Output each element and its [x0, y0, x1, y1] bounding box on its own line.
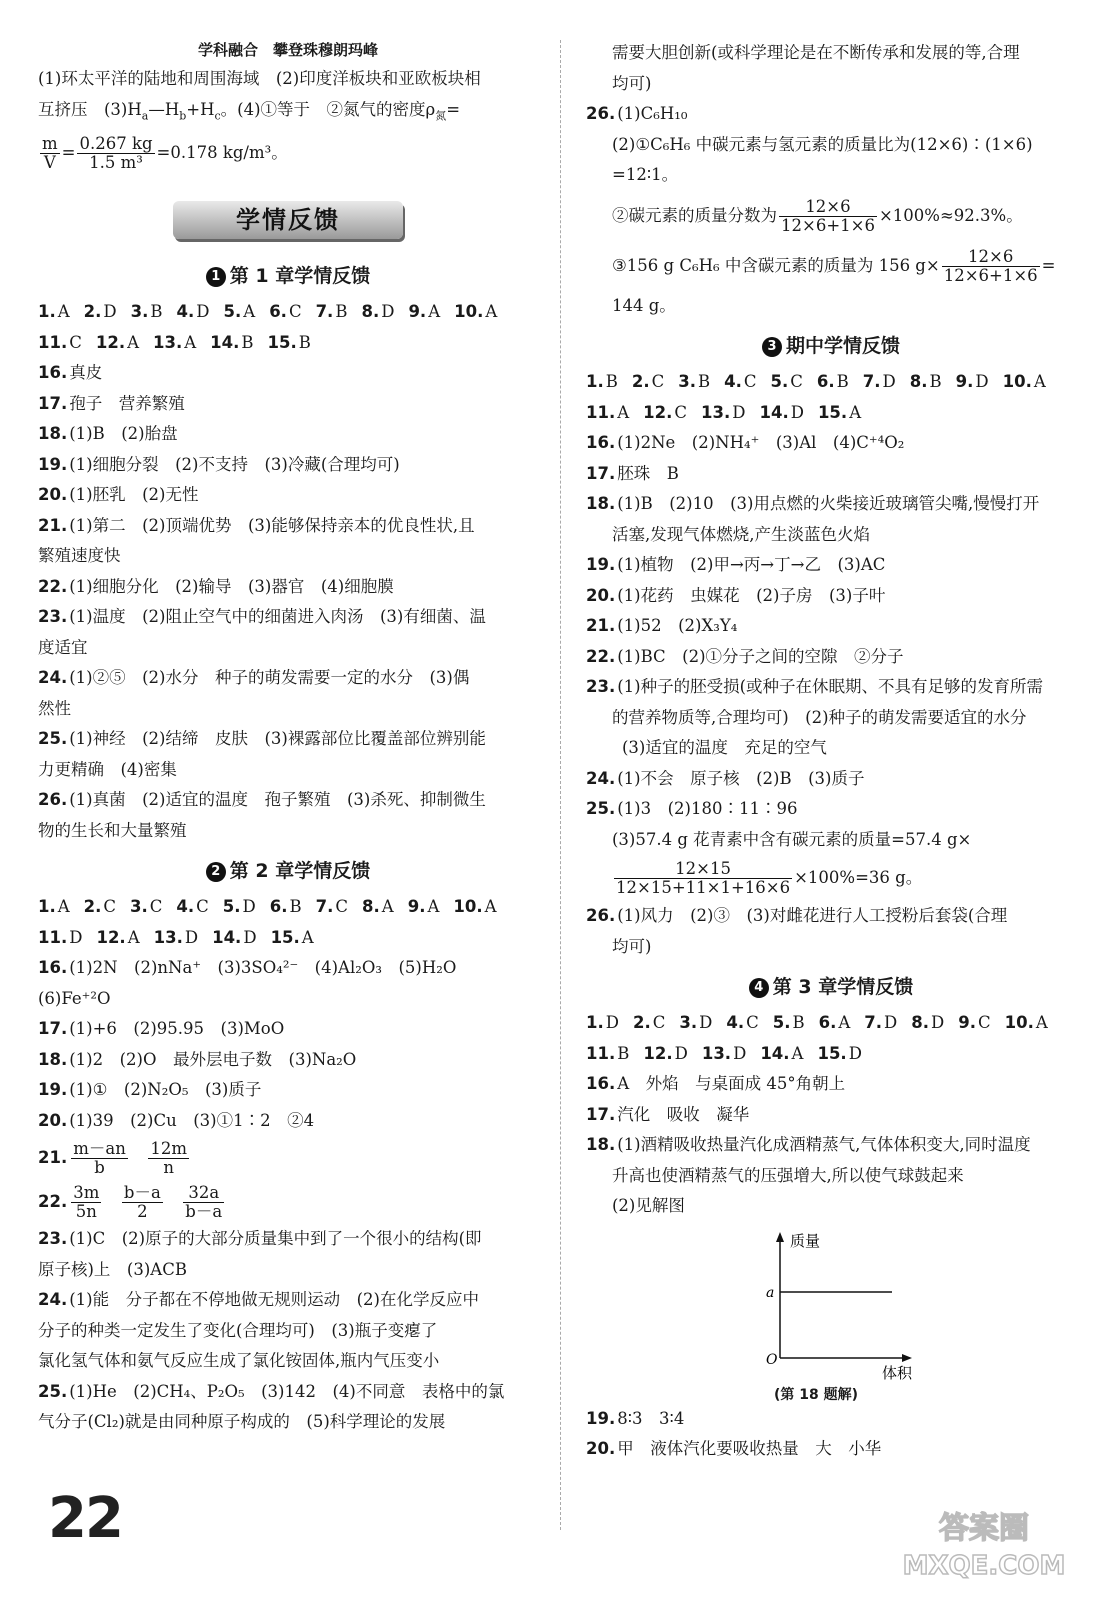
- answer-17: 17. 汽化 吸收 凝华: [586, 1104, 750, 1124]
- answer-25: 25. (1)神经 (2)结缔 皮肤 (3)裸露部位比覆盖部位辨别能: [38, 729, 486, 749]
- watermark-svg: [884, 1502, 1084, 1582]
- fraction: $\frac{12\times 6}{12\times 6+1\times 6}$: [943, 246, 1038, 285]
- fraction: $\frac{32a}{b-a}$: [185, 1183, 223, 1222]
- midterm-title: 3 期中学情反馈: [586, 333, 1076, 359]
- answer-25: 25. (1)He (2)CH₄、P₂O₅ (3)142 (4)不同意 表格中的氯: [38, 1381, 505, 1401]
- answer-23-cont: 度适宜: [38, 637, 88, 657]
- fraction: $\frac{0.267 kg}{\text{1.5 m³}}$: [79, 134, 153, 173]
- answer-26: 26. (1)真菌 (2)适宜的温度 孢子繁殖 (3)杀死、抑制微生: [38, 790, 486, 810]
- y-axis-arrow: [776, 1232, 784, 1242]
- choice-row: 11. A 12. C 13. D 14. D 15. A: [586, 402, 862, 422]
- x-axis-label: 体积: [882, 1363, 913, 1380]
- answer-23-cont: (3)适宜的温度 充足的空气: [622, 738, 827, 757]
- text-line: $\frac{m}{V}$ = $\frac{0.267 kg}{\text{1.5 m³}}$ =0.178 kg/m³。: [42, 134, 288, 173]
- section-header: 学科融合 攀登珠穆朗玛峰: [197, 41, 378, 59]
- answer-17: 17. 胚珠 B: [586, 463, 679, 483]
- svg-text:答案圈: 答案圈: [939, 1511, 1029, 1546]
- answer-25: 25. (1)3 (2)180∶11∶96: [586, 799, 798, 818]
- answer-17: 17. 孢子 营养繁殖: [38, 393, 185, 413]
- answer-23-cont: 的营养物质等,合理均可) (2)种子的萌发需要适宜的水分: [612, 707, 1027, 727]
- answer-25-cont: 力更精确 (4)密集: [38, 759, 177, 779]
- text-line: ②碳元素的质量分数为 $\frac{12\times 6}{12\times 6+1\times 6}$ ×100%≈92.3%。: [612, 196, 1023, 235]
- fraction: $\frac{12m}{n}$: [150, 1139, 188, 1178]
- chapter-2-title: 2 第 2 章学情反馈: [38, 858, 538, 884]
- answer-24-cont: 然性: [38, 698, 71, 718]
- answer-22: 22. $\frac{3m}{5n}$ $\frac{b-a}{2}$ $\frac{32a}{b-a}$: [38, 1183, 223, 1222]
- mass-volume-graph: [756, 1230, 936, 1403]
- y-axis-label: 质量: [790, 1231, 821, 1250]
- x-axis-arrow: [902, 1354, 912, 1362]
- text-line: 144 g。: [612, 295, 676, 315]
- answer-20: 20. (1)花药 虫媒花 (2)子房 (3)子叶: [586, 585, 886, 605]
- fraction: $\frac{12\times 6}{12\times 6+1\times 6}$: [781, 196, 875, 235]
- answer-26: 26. (1)C₆H₁₀: [586, 104, 688, 123]
- answer-22: 22. (1)BC (2)①分子之间的空隙 ②分子: [586, 646, 904, 666]
- answer-23: 23. (1)C (2)原子的大部分质量集中到了一个很小的结构(即: [38, 1229, 482, 1249]
- answer-18: 18. (1)B (2)10 (3)用点燃的火柴接近玻璃管尖嘴,慢慢打开: [586, 494, 1040, 513]
- text-line: (1)环太平洋的陆地和周围海域 (2)印度洋板块和亚欧板块相: [38, 69, 481, 88]
- answer-23: 23. (1)种子的胚受损(或种子在休眠期、不具有足够的发育所需: [586, 677, 1044, 696]
- answer-24: 24. (1)②⑤ (2)水分 种子的萌发需要一定的水分 (3)偶: [38, 668, 470, 688]
- answer-19: 19. (1)细胞分裂 (2)不支持 (3)冷藏(合理均可): [38, 454, 400, 474]
- answer-25-cont: 气分子(Cl₂)就是由同种原子构成的 (5)科学理论的发展: [38, 1412, 446, 1432]
- answer-18: 18. (1)2 (2)O 最外层电子数 (3)Na₂O: [38, 1049, 357, 1069]
- graph-caption: (第 18 题解): [773, 1386, 859, 1403]
- answer-16: 16. A 外焰 与桌面成 45°角朝上: [586, 1074, 846, 1093]
- chapter-1-title: 1 第 1 章学情反馈: [38, 263, 538, 289]
- answer-22: 22. (1)细胞分化 (2)输导 (3)器官 (4)细胞膜: [38, 576, 394, 596]
- answer-18-cont: (2)见解图: [612, 1196, 685, 1215]
- answer-21: 21. (1)52 (2)X₃Y₄: [586, 616, 738, 635]
- fraction: $\frac{b-a}{2}$: [123, 1183, 161, 1222]
- answer-16-cont: (6)Fe⁺²O: [38, 988, 111, 1008]
- answer-18-cont: 升高也使酒精蒸气的压强增大,所以使气球鼓起来: [612, 1165, 964, 1185]
- answer-16: 16. (1)2N (2)nNa⁺ (3)3SO₄²⁻ (4)Al₂O₃ (5)H₂O: [38, 958, 457, 978]
- right-column: [586, 38, 1076, 1465]
- choice-row: 11. D 12. A 13. D 14. D 15. A: [38, 927, 314, 947]
- banner: [173, 195, 403, 245]
- text-line: 需要大胆创新(或科学理论是在不断传承和发展的等,合理: [612, 43, 1020, 62]
- answer-26: 26. (1)风力 (2)③ (3)对雌花进行人工授粉后套袋(合理: [586, 906, 1008, 925]
- answer-20: 20. (1)胚乳 (2)无性: [38, 485, 199, 505]
- text-line: ③156 g C₆H₆ 中含碳元素的质量为 156 g× $\frac{12\times 6}{12\times 6+1\times 6}$ =: [612, 246, 1056, 285]
- banner-title: 学情反馈: [236, 206, 340, 235]
- fraction: $\frac{m-an}{b}$: [73, 1139, 126, 1178]
- choice-row: 1. A 2. C 3. C 4. C 5. D 6. B 7. C 8. A 9. A 10. A: [38, 897, 497, 917]
- answer-21: 21. (1)第二 (2)顶端优势 (3)能够保持亲本的优良性状,且: [38, 515, 475, 535]
- answer-18: 18. (1)酒精吸收热量汽化成酒精蒸气,气体体积变大,同时温度: [586, 1135, 1031, 1154]
- column-divider: [560, 40, 561, 1530]
- text-line: 互挤压 $(3)H_a—H_b+H_c$。(4)①等于 ②氮气的密度$\rho_氮=$: [38, 99, 461, 122]
- origin-label: O: [766, 1351, 778, 1368]
- answer-23-cont: 原子核)上 (3)ACB: [38, 1259, 187, 1279]
- answer-24-cont: 氯化氢气体和氨气反应生成了氯化铵固体,瓶内气压变小: [38, 1351, 440, 1371]
- answer-24: 24. (1)不会 原子核 (2)B (3)质子: [586, 768, 865, 788]
- answer-17: 17. (1)+6 (2)95.95 (3)MoO: [38, 1019, 285, 1039]
- choice-row: 1. D 2. C 3. D 4. C 5. B 6. A 7. D 8. D 9. C 10. A: [586, 1013, 1048, 1032]
- answer-19: 19. (1)植物 (2)甲→丙→丁→乙 (3)AC: [586, 555, 886, 574]
- answer-21: 21. $\frac{m-an}{b}$ $\frac{12m}{n}$: [38, 1139, 188, 1178]
- choice-row: 11. C 12. A 13. A 14. B 15. B: [38, 332, 311, 352]
- svg-text:MXQE.COM: MXQE.COM: [902, 1551, 1066, 1581]
- answer-19: 19. 8∶3 3∶4: [586, 1408, 685, 1428]
- text-line: 均可): [612, 73, 652, 93]
- graph-svg: [756, 1230, 936, 1380]
- answer-20: 20. (1)39 (2)Cu (3)①1∶2 ②4: [38, 1110, 315, 1130]
- answer-18: 18. (1)B (2)胎盘: [38, 424, 178, 444]
- answer-26-cont: 物的生长和大量繁殖: [38, 820, 187, 840]
- answer-24: 24. (1)能 分子都在不停地做无规则运动 (2)在化学反应中: [38, 1290, 479, 1310]
- fraction: $\frac{3m}{5n}$: [73, 1183, 100, 1222]
- answer-20: 20. 甲 液体汽化要吸收热量 大 小华: [586, 1439, 882, 1458]
- fraction: $\frac{12\times 15}{12\times 15+11\times 1+16\times 6}$: [616, 859, 791, 897]
- watermark-logo: [884, 1502, 1084, 1582]
- a-label: a: [766, 1284, 775, 1301]
- answer-18-cont: 活塞,发现气体燃烧,产生淡蓝色火焰: [612, 524, 870, 544]
- answer-25-cont: (3)57.4 g 花青素中含有碳元素的质量=57.4 g×: [612, 829, 972, 849]
- answer-21-cont: 繁殖速度快: [38, 546, 121, 566]
- answer-24-cont: 分子的种类一定发生了变化(合理均可) (3)瓶子变瘪了: [38, 1320, 438, 1340]
- answer-19: 19. (1)① (2)N₂O₅ (3)质子: [38, 1080, 262, 1100]
- answer-16: 16. (1)2Ne (2)NH₄⁺ (3)Al (4)C⁺⁴O₂: [586, 433, 905, 452]
- left-column: [38, 38, 538, 1438]
- answer-23: 23. (1)温度 (2)阻止空气中的细菌进入肉汤 (3)有细菌、温: [38, 607, 486, 627]
- answer-25-cont: $\frac{12\times 15}{12\times 15+11\times 1+16\times 6}$ ×100%=36 g。: [616, 859, 923, 897]
- choice-row: 1. B 2. C 3. B 4. C 5. C 6. B 7. D 8. B 9. D 10. A: [586, 372, 1046, 391]
- answer-26-cont: 均可): [612, 936, 652, 956]
- fraction: $\frac{m}{V}$: [42, 134, 58, 173]
- chapter-3-title: 4 第 3 章学情反馈: [586, 974, 1076, 1000]
- text-line: (2)①C₆H₆ 中碳元素与氢元素的质量比为(12×6)∶(1×6): [612, 134, 1033, 154]
- text-line: =12∶1。: [612, 165, 679, 184]
- page-number: 22: [48, 1486, 122, 1551]
- choice-row: 1. A 2. D 3. B 4. D 5. A 6. C 7. B 8. D 9. A 10. A: [38, 302, 498, 322]
- choice-row: 11. B 12. D 13. D 14. A 15. D: [586, 1043, 862, 1063]
- answer-16: 16. 真皮: [38, 363, 103, 383]
